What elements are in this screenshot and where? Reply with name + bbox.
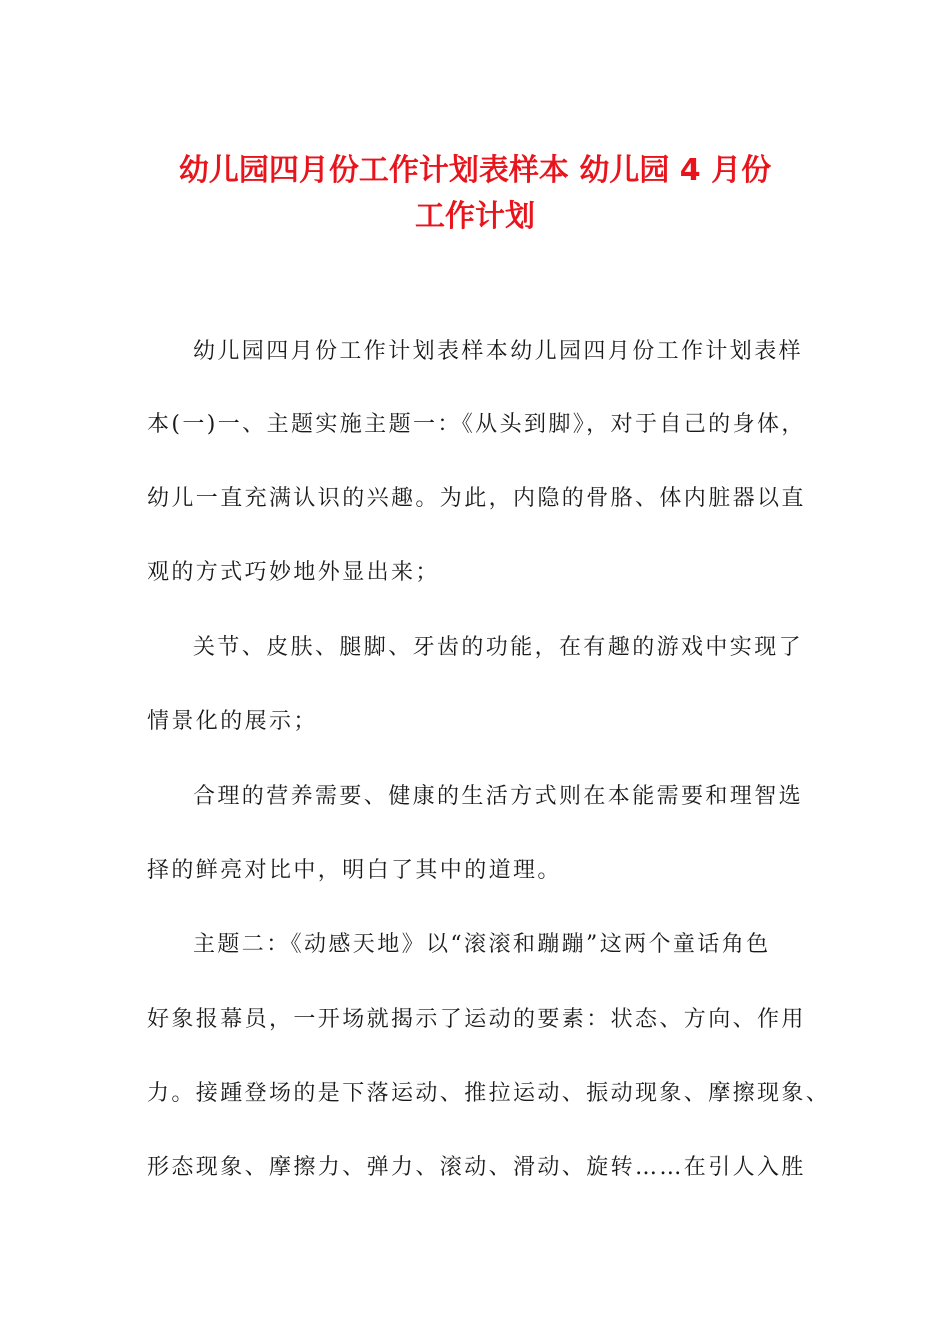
paragraph-line: 好象报幕员，一开场就揭示了运动的要素：状态、方向、作用	[147, 1007, 806, 1032]
paragraph-line: 力。接踵登场的是下落运动、推拉运动、振动现象、摩擦现象、	[147, 1081, 831, 1106]
paragraph-line: 幼儿园四月份工作计划表样本幼儿园四月份工作计划表样	[193, 339, 804, 364]
paragraph-line: 观的方式巧妙地外显出来；	[147, 560, 440, 585]
paragraph-line: 形态现象、摩擦力、弹力、滚动、滑动、旋转……在引人入胜	[147, 1155, 806, 1180]
paragraph-line: 主题二：《动感天地》以“滚滚和蹦蹦”这两个童话角色	[193, 932, 771, 957]
paragraph-line: 情景化的展示；	[147, 709, 318, 734]
title-line-1: 幼儿园四月份工作计划表样本 幼儿园 4 月份	[178, 153, 772, 188]
paragraph-line: 关节、皮肤、腿脚、牙齿的功能，在有趣的游戏中实现了	[193, 635, 804, 660]
title-line-2: 工作计划	[415, 199, 535, 234]
paragraph-line: 择的鲜亮对比中，明白了其中的道理。	[147, 858, 562, 883]
paragraph-line: 合理的营养需要、健康的生活方式则在本能需要和理智选	[193, 784, 804, 809]
paragraph-line: 幼儿一直充满认识的兴趣。为此，内隐的骨胳、体内脏器以直	[147, 486, 806, 511]
document-title	[120, 148, 830, 240]
paragraph-line: 本(一)一、主题实施主题一：《从头到脚》，对于自己的身体，	[147, 412, 806, 437]
